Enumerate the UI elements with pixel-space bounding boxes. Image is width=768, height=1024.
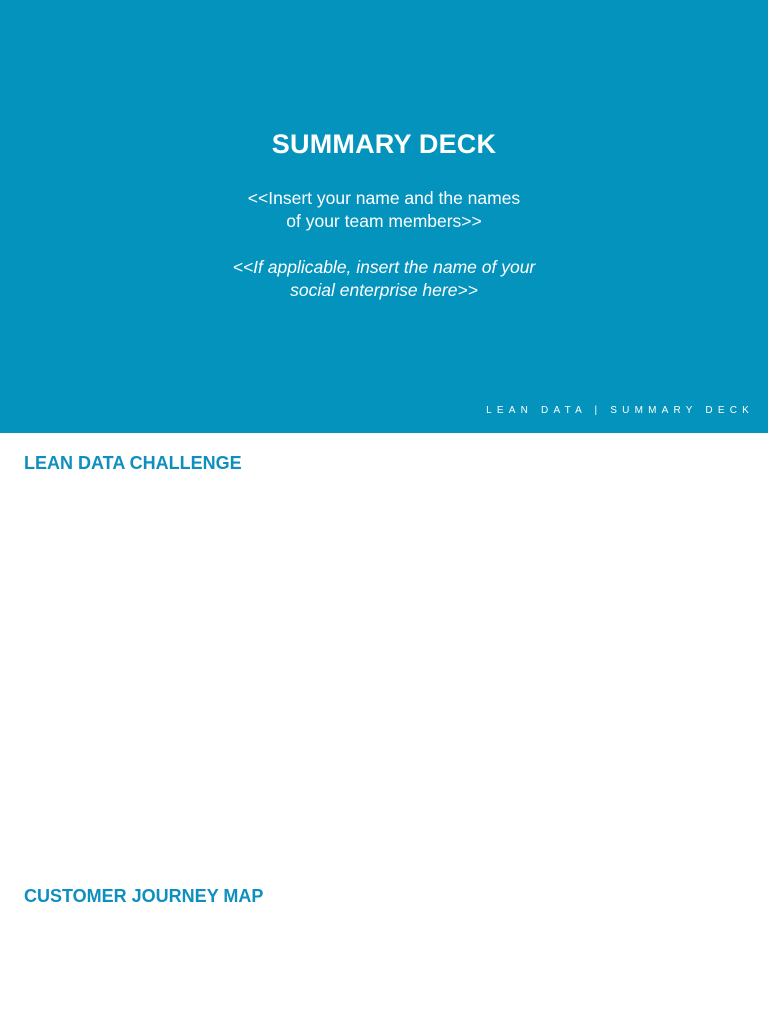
team-names-line-1: <<Insert your name and the names <box>247 188 521 208</box>
cover-footer <box>486 405 754 416</box>
section-title-customer-journey-map: CUSTOMER JOURNEY MAP <box>24 886 264 906</box>
team-names-line-2: of your team members>> <box>286 211 482 231</box>
section-title-lean-data-challenge: LEAN DATA CHALLENGE <box>24 453 242 473</box>
cover-slide <box>0 0 768 433</box>
cover-title: SUMMARY DECK <box>271 129 497 159</box>
enterprise-name-placeholder <box>0 256 768 302</box>
footer-brand: LEAN DATA <box>486 405 587 416</box>
footer-separator: | <box>594 405 603 416</box>
footer-deck-name: SUMMARY DECK <box>610 405 754 416</box>
enterprise-line-2: social enterprise here>> <box>290 280 478 300</box>
team-names-placeholder <box>0 187 768 233</box>
enterprise-line-1: <<If applicable, insert the name of your <box>232 257 536 277</box>
